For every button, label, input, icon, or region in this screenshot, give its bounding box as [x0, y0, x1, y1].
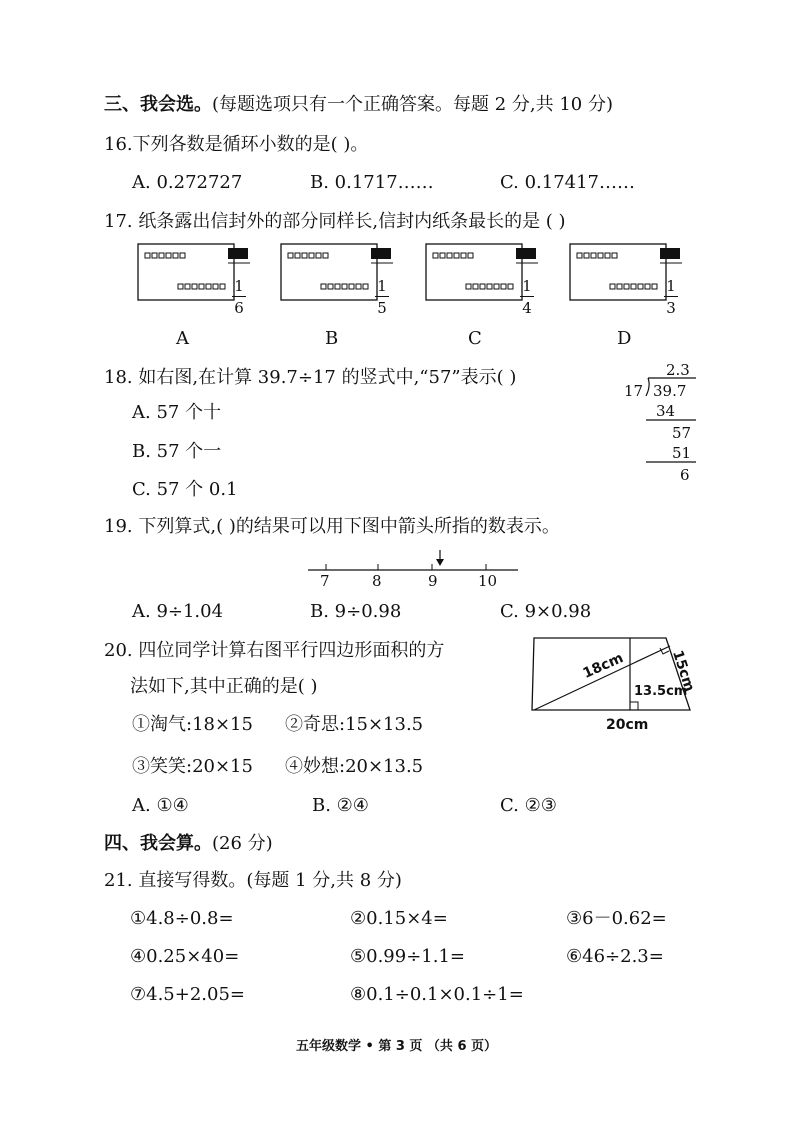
calc-item-2[interactable]: ②0.15×4=	[350, 908, 448, 929]
q19-stem: 19. 下列算式,( )的结果可以用下图中箭头所指的数表示。	[104, 516, 560, 537]
figure-label-20cm: 20cm	[606, 717, 649, 733]
tick-label-8: 8	[372, 572, 382, 590]
q18-option-c[interactable]: C. 57 个 0.1	[132, 479, 238, 500]
q16-option-c[interactable]: C. 0.17417……	[500, 172, 636, 193]
section-3-title: 三、我会选。	[104, 94, 212, 115]
section-4-heading	[104, 833, 273, 855]
q21-stem: 21. 直接写得数。	[104, 870, 247, 891]
calc-item-8[interactable]: ⑧0.1÷0.1×0.1÷1=	[350, 984, 524, 1005]
tick-label-9: 9	[428, 572, 438, 590]
calc-item-3[interactable]: ③6－0.62=	[566, 908, 667, 929]
fraction-b-denominator: 5	[377, 299, 387, 317]
division-remainder: 6	[680, 466, 690, 484]
q20-method-3: ③笑笑:20×15	[132, 756, 253, 777]
fraction-d-denominator: 3	[666, 299, 676, 317]
fraction-b-numerator: 1	[377, 277, 387, 295]
q20-method-1: ①淘气:18×15	[132, 714, 253, 735]
q20-option-b[interactable]: B. ②④	[312, 795, 369, 816]
q21-heading	[104, 870, 402, 892]
fraction-a-numerator: 1	[234, 277, 244, 295]
q21-note: (每题 1 分,共 8 分)	[246, 870, 402, 891]
section-4-note: (26 分)	[212, 833, 273, 854]
section-3-heading	[104, 94, 613, 116]
q20-stem-line1: 20. 四位同学计算右图平行四边形面积的方	[104, 640, 445, 661]
q20-stem-line2: 法如下,其中正确的是( )	[130, 676, 318, 697]
figure-label-13-5cm: 13.5cm	[634, 684, 688, 699]
q18-stem: 18. 如右图,在计算 39.7÷17 的竖式中,“57”表示( )	[104, 367, 517, 388]
tick-label-10: 10	[478, 572, 498, 590]
q20-method-2: ②奇思:15×13.5	[285, 714, 424, 735]
calc-item-4[interactable]: ④0.25×40=	[130, 946, 240, 967]
q16-stem: 16.下列各数是循环小数的是( )。	[104, 134, 369, 155]
fraction-d-numerator: 1	[666, 277, 676, 295]
q19-option-a[interactable]: A. 9÷1.04	[132, 601, 224, 622]
calc-item-5[interactable]: ⑤0.99÷1.1=	[350, 946, 466, 967]
calc-item-6[interactable]: ⑥46÷2.3=	[566, 946, 664, 967]
division-step-34: 34	[656, 402, 676, 420]
q18-option-a[interactable]: A. 57 个十	[132, 402, 222, 423]
calc-item-1[interactable]: ①4.8÷0.8=	[130, 908, 234, 929]
q19-option-c[interactable]: C. 9×0.98	[500, 601, 592, 622]
q16-option-a[interactable]: A. 0.272727	[132, 172, 243, 193]
q20-option-a[interactable]: A. ①④	[132, 795, 189, 816]
q16-option-b[interactable]: B. 0.1717……	[310, 172, 434, 193]
envelope-a-label[interactable]: A	[176, 328, 189, 349]
q20-method-4: ④妙想:20×13.5	[285, 756, 424, 777]
section-3-note: (每题选项只有一个正确答案。每题 2 分,共 10 分)	[212, 94, 614, 115]
fraction-c-denominator: 4	[522, 299, 532, 317]
fraction-c-numerator: 1	[522, 277, 532, 295]
page-footer: 五年级数学 • 第 3 页 （共 6 页）	[295, 1039, 498, 1054]
division-quotient: 2.3	[666, 361, 690, 379]
fraction-a-denominator: 6	[234, 299, 244, 317]
q17-stem: 17. 纸条露出信封外的部分同样长,信封内纸条最长的是 ( )	[104, 211, 566, 232]
envelope-c-label[interactable]: C	[468, 328, 482, 349]
tick-label-7: 7	[320, 572, 330, 590]
envelope-b-label[interactable]: B	[325, 328, 339, 349]
division-dividend: 39.7	[653, 382, 687, 400]
q19-option-b[interactable]: B. 9÷0.98	[310, 601, 402, 622]
number-line-arrow-head	[436, 559, 444, 566]
figure-label-18cm: 18cm	[580, 650, 626, 682]
q18-option-b[interactable]: B. 57 个一	[132, 441, 222, 462]
envelope-d-label[interactable]: D	[617, 328, 632, 349]
calc-item-7[interactable]: ⑦4.5+2.05=	[130, 984, 246, 1005]
division-step-57: 57	[672, 424, 692, 442]
figure-label-15cm: 15cm	[669, 648, 698, 694]
q20-option-c[interactable]: C. ②③	[500, 795, 557, 816]
division-divisor: 17	[624, 382, 644, 400]
section-4-title: 四、我会算。	[104, 833, 212, 854]
division-step-51: 51	[672, 444, 692, 462]
